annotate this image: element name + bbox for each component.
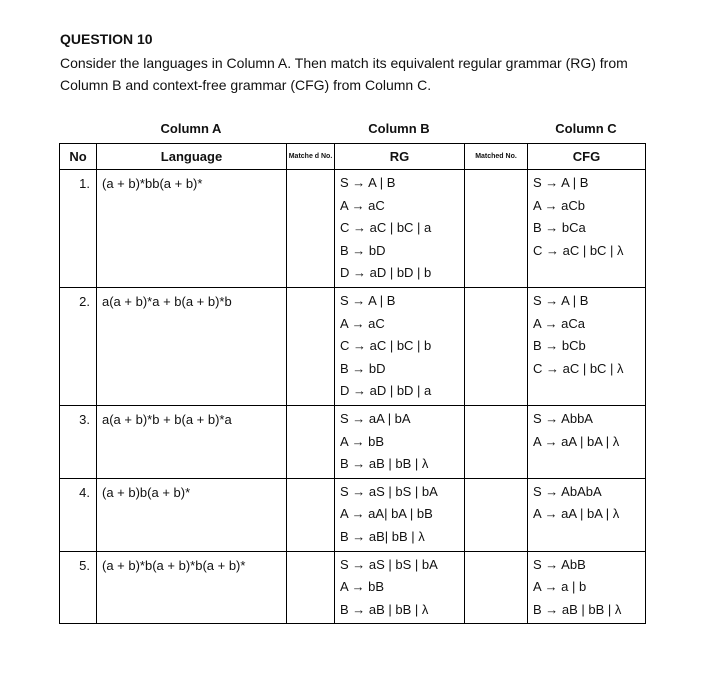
language-cell: (a + b)b(a + b)* — [97, 478, 287, 551]
rg-production: S → aS | bS | bA — [340, 483, 438, 499]
rg-production: A → bB — [340, 433, 385, 449]
cfg-production: B → aB | bB | λ — [533, 601, 622, 617]
cfg-production: C → aC | bC | λ — [533, 242, 624, 258]
cfg-cell — [528, 287, 646, 405]
language-cell: (a + b)*b(a + b)*b(a + b)* — [97, 551, 287, 624]
table-row — [60, 478, 646, 551]
rg-production: A → aA| bA | bB — [340, 506, 433, 522]
cfg-production: S → A | B — [533, 292, 589, 308]
matched-no-rg-cell — [287, 551, 335, 624]
rg-production: S → aS | bS | bA — [340, 556, 438, 572]
rg-production: B → bD — [340, 360, 386, 376]
language-cell: a(a + b)*b + b(a + b)*a — [97, 405, 287, 478]
rg-production: A → bB — [340, 579, 385, 595]
rg-cell — [335, 287, 465, 405]
cfg-production: C → aC | bC | λ — [533, 360, 624, 376]
table-body — [60, 170, 646, 624]
rg-production: A → aC — [340, 315, 385, 331]
question-intro: Consider the languages in Column A. Then match its equivalent regular grammar (RG) from Column B and context-free grammar (CFG) from Column C. — [60, 55, 628, 93]
rg-cell — [335, 170, 465, 288]
rg-production: B → aB | bB | λ — [340, 601, 429, 617]
matched-no-cfg-cell — [465, 287, 528, 405]
table-row — [60, 551, 646, 624]
cfg-production: A → aCa — [533, 315, 586, 331]
cfg-cell — [528, 478, 646, 551]
column-a-title: Column A — [160, 121, 222, 136]
rg-production: C → aC | bC | b — [340, 338, 432, 354]
table-row — [60, 170, 646, 288]
rg-cell — [335, 478, 465, 551]
language-cell: (a + b)*bb(a + b)* — [97, 170, 287, 288]
matched-no-cfg-cell — [465, 405, 528, 478]
row-number: 5. — [60, 551, 97, 624]
cfg-production: S → A | B — [533, 175, 589, 190]
rg-production: C → aC | bC | a — [340, 220, 432, 236]
language-cell: a(a + b)*a + b(a + b)*b — [97, 287, 287, 405]
cfg-production: S → AbbA — [533, 410, 593, 426]
row-number: 1. — [60, 170, 97, 288]
matched-no-cfg-cell — [465, 170, 528, 288]
cfg-production: S → AbB — [533, 556, 586, 572]
header-cfg: CFG — [528, 144, 646, 170]
row-number: 4. — [60, 478, 97, 551]
matched-no-rg-cell — [287, 170, 335, 288]
row-number: 3. — [60, 405, 97, 478]
row-number: 2. — [60, 287, 97, 405]
matched-no-rg-cell — [287, 287, 335, 405]
matched-no-rg-cell — [287, 405, 335, 478]
cfg-production: A → aA | bA | λ — [533, 433, 620, 449]
rg-production: S → A | B — [340, 175, 396, 190]
header-row — [60, 144, 646, 170]
cfg-production: B → bCa — [533, 220, 586, 236]
header-no: No — [60, 144, 97, 170]
cfg-production: B → bCb — [533, 338, 586, 354]
rg-cell — [335, 405, 465, 478]
cfg-cell — [528, 405, 646, 478]
table-row — [60, 405, 646, 478]
rg-production: S → aA | bA — [340, 410, 411, 426]
header-language: Language — [97, 144, 287, 170]
question-title: QUESTION 10 — [60, 31, 153, 47]
header-rg: RG — [335, 144, 465, 170]
cfg-production: S → AbAbA — [533, 483, 602, 499]
rg-production: B → aB| bB | λ — [340, 528, 425, 544]
rg-production: B → bD — [340, 242, 386, 258]
rg-production: A → aC — [340, 197, 385, 213]
header-matched-no-1: Matche d No. — [287, 144, 335, 170]
rg-production: B → aB | bB | λ — [340, 456, 429, 472]
cfg-production: A → a | b — [533, 579, 587, 595]
cfg-production: A → aCb — [533, 197, 586, 213]
cfg-production: A → aA | bA | λ — [533, 506, 620, 522]
column-b-title: Column B — [368, 121, 430, 136]
matching-table — [59, 143, 646, 624]
column-c-title: Column C — [555, 121, 617, 136]
rg-production: D → aD | bD | a — [340, 383, 432, 399]
header-matched-no-2: Matched No. — [465, 144, 528, 170]
cfg-cell — [528, 170, 646, 288]
rg-cell — [335, 551, 465, 624]
cfg-cell — [528, 551, 646, 624]
rg-production: D → aD | bD | b — [340, 265, 432, 281]
table-row — [60, 287, 646, 405]
matched-no-cfg-cell — [465, 551, 528, 624]
matched-no-cfg-cell — [465, 478, 528, 551]
rg-production: S → A | B — [340, 292, 396, 308]
matched-no-rg-cell — [287, 478, 335, 551]
